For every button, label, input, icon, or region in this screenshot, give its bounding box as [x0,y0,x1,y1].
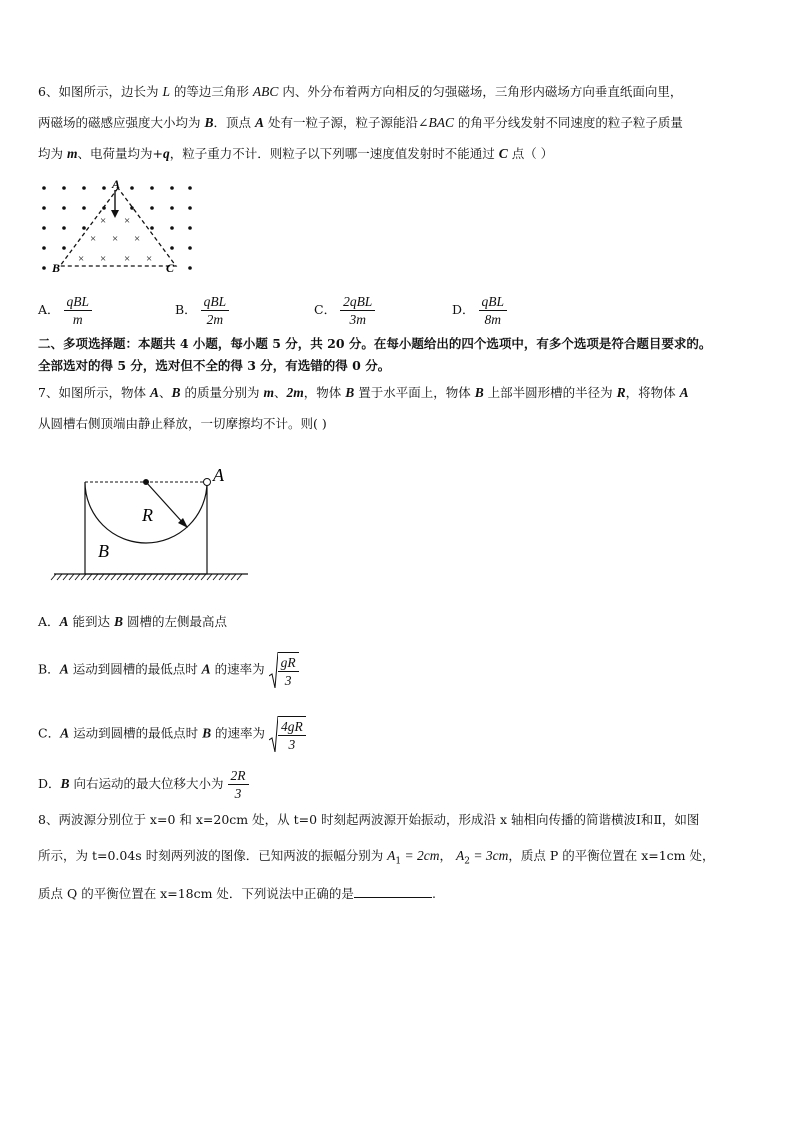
radical-sign [269,652,278,688]
field-dot [42,246,46,250]
q6-option-a[interactable] [38,294,92,327]
field-dot [188,246,192,250]
numerator: 2R [228,768,249,785]
field-dot [62,206,66,210]
numerator: gR [278,655,299,672]
numerator: 2qBL [340,294,375,311]
text: 的质量分别为 [180,385,264,400]
numerator: qBL [479,294,508,311]
q6-option-c[interactable] [314,294,375,327]
text: 两磁场的磁感应强度大小均为 [38,115,205,130]
var-A1: A [387,848,396,863]
var-A: A [201,661,211,677]
q6-figure [38,180,198,280]
field-dot [150,226,154,230]
var-ABC: ABC [252,84,279,99]
field-dot [150,186,154,190]
field-dot [62,226,66,230]
text: ，粒子重力不计．则粒子以下列哪一速度值发射时不能通过 [169,146,499,161]
field-dot [170,226,174,230]
field-dot [150,206,154,210]
field-dot [62,246,66,250]
hatch-line [153,574,158,580]
q6-line-3 [38,146,553,162]
sqrt [269,652,299,688]
text: 的速率为 [210,661,265,677]
hatch-line [51,574,56,580]
section-2-line-2: 全部选对的得 5 分，选对但不全的得 3 分，有选错的得 0 分。 [38,358,391,373]
field-dot [102,186,106,190]
hatch-line [201,574,206,580]
field-cross: × [124,215,131,227]
denominator: 3m [349,312,366,327]
field-dot [170,206,174,210]
var-L: L [162,84,170,99]
field-cross: × [146,253,153,265]
var-A: A [679,385,689,400]
label-B: B [98,541,109,561]
sqrt [269,716,306,752]
hatch-line [141,574,146,580]
section-2-line-1: 二、多项选择题：本题共 4 小题，每小题 5 分，共 20 分。在每小题给出的四个选项中，有多个选项是符合题目要求的。 [38,336,712,351]
option-letter: B． [175,302,197,317]
hatch-line [117,574,122,580]
denominator: 3 [234,786,242,801]
text: 能到达 [72,614,115,629]
text: ，质点 P 的平衡位置在 x=1cm 处， [508,848,715,863]
var-m: m [263,385,274,400]
text: 质点 Q 的平衡位置在 x=18cm 处．下列说法中正确的是 [38,886,354,901]
hatch-line [225,574,230,580]
text: 的等边三角形 [169,84,253,99]
denominator: 3 [288,737,296,752]
var-B: B [474,385,484,400]
hatch-line [207,574,212,580]
var-B: B [345,385,355,400]
field-cross: × [90,233,97,245]
field-dot [42,266,46,270]
field-dot [62,186,66,190]
fraction [278,719,306,752]
option-letter: A． [38,302,60,317]
hatch-line [75,574,80,580]
hatch-line [171,574,176,580]
var-C: C [498,146,508,161]
hatch-line [219,574,224,580]
text: 置于水平面上，物体 [354,385,475,400]
q6-line-2 [38,115,683,131]
text: 内、外分布着两方向相反的匀强磁场，三角形内磁场方向垂直纸面向里， [278,84,683,99]
hatch-line [237,574,242,580]
numerator: qBL [64,294,93,311]
field-dot [188,206,192,210]
field-dot [188,186,192,190]
option-letter: D． [452,302,475,317]
denominator: m [72,312,83,327]
hatch-line [165,574,170,580]
q6-option-b[interactable] [175,294,229,327]
amplitude-2: = 3cm [470,848,509,863]
hatch-line [195,574,200,580]
option-letter: B． [38,661,60,677]
q7-option-b[interactable] [38,652,299,688]
option-letter: A． [38,614,60,629]
option-letter: C． [314,302,337,317]
var-B: B [114,614,124,629]
q7-option-a[interactable] [38,614,227,630]
field-cross: × [134,233,141,245]
label-B: B [52,261,61,275]
text: 所示，为 t=0.04s 时刻两列波的图像．已知两波的振幅分别为 [38,848,388,863]
q8-line-3 [38,885,436,902]
field-cross: × [124,253,131,265]
q7-option-c[interactable] [38,716,306,752]
fraction [278,655,299,688]
q7-figure [50,464,250,582]
hatch-line [159,574,164,580]
subscript: 1 [395,856,402,867]
radical-sign [269,716,278,752]
fraction [201,294,230,327]
hatch-line [135,574,140,580]
label-A: A [112,180,121,191]
hatch-line [93,574,98,580]
var-A: A [149,385,159,400]
hatch-line [81,574,86,580]
hatch-line [111,574,116,580]
text: 的速率为 [211,725,266,741]
var-BAC: BAC [428,115,454,130]
hatch-line [57,574,62,580]
var-B: B [204,115,214,130]
var-A: A [59,614,69,629]
text: 运动到圆槽的最低点时 [72,661,202,677]
field-dot [188,266,192,270]
hatch-line [231,574,236,580]
denominator: 2m [206,312,224,327]
field-cross: × [112,233,119,245]
text: 、电荷量均为+ [77,146,163,161]
field-dot [188,226,192,230]
numerator: qBL [201,294,230,311]
arrow-head [111,210,119,218]
q7-line-2: 从圆槽右侧顶端由静止释放，一切摩擦均不计。则( ) [38,416,327,431]
subscript: 2 [464,856,470,867]
hatch-line [123,574,128,580]
hatch-line [105,574,110,580]
var-B: B [60,776,70,791]
hatch-line [63,574,68,580]
hatch-line [147,574,152,580]
amplitude-1: = 2cm [401,848,440,863]
option-letter: C． [38,725,61,741]
hatch-line [189,574,194,580]
var-A: A [60,725,70,741]
hatch-line [213,574,218,580]
hatch-line [183,574,188,580]
field-dot [42,226,46,230]
text: . [431,886,436,901]
field-dot [82,226,86,230]
var-A: A [254,115,264,130]
q8-line-2 [38,848,715,870]
var-B: B [202,725,212,741]
fraction [64,294,93,327]
inner-field-crosses [78,215,152,265]
text: 、 [158,385,172,400]
q6-line-1 [38,84,682,100]
text: ．顶点 [213,115,255,130]
ground-hatch [51,574,242,580]
field-cross: × [100,253,107,265]
text: 向右运动的最大位移大小为 [73,776,224,791]
option-letter: D． [38,776,61,791]
var-B: B [171,385,181,400]
label-C: C [166,261,175,275]
field-dot [42,186,46,190]
text: 上部半圆形槽的半径为 [483,385,617,400]
object-a [204,479,211,486]
q6-option-d[interactable] [452,294,507,327]
fraction [340,294,375,327]
text: ，将物体 [625,385,680,400]
label-R: R [142,505,153,525]
hatch-line [69,574,74,580]
var-m: m [66,146,78,161]
var-A: A [59,661,69,677]
q8-line-1: 8、两波源分别位于 x=0 和 x=20cm 处，从 t=0 时刻起两波源开始振动，形成沿 x 轴相向传播的简谐横波Ⅰ和Ⅱ，如图 [38,812,700,827]
fraction [479,294,508,327]
var-2m: 2m [286,385,304,400]
denominator: 3 [284,673,292,688]
q7-option-d[interactable] [38,768,249,801]
field-dot [170,246,174,250]
field-cross: × [100,215,107,227]
field-dot [82,206,86,210]
numerator: 4gR [278,719,306,736]
var-R: R [616,385,626,400]
text: 、 [273,385,287,400]
hatch-line [177,574,182,580]
text: 运动到圆槽的最低点时 [73,725,203,741]
text: 圆槽的左侧最高点 [123,614,228,629]
field-dot [82,186,86,190]
text: 处有一粒子源，粒子源能沿∠ [264,115,429,130]
field-dot [42,206,46,210]
text: ，物体 [303,385,346,400]
denominator: 8m [484,312,502,327]
text: 均为 [38,146,67,161]
text: 7、如图所示，物体 [38,385,150,400]
q7-line-1 [38,385,689,401]
text: 的角平分线发射不同速度的粒子粒子质量 [453,115,683,130]
text: 6、如图所示，边长为 [38,84,163,99]
answer-blank[interactable] [354,885,432,898]
var-A2: A [456,848,465,863]
hatch-line [87,574,92,580]
field-cross: × [78,253,85,265]
field-dot [130,186,134,190]
fraction [228,768,249,801]
var-q: q [162,146,170,161]
text: 点（ ） [507,146,554,161]
field-dot [170,186,174,190]
label-A: A [213,465,224,485]
text: ， [439,848,453,863]
hatch-line [129,574,134,580]
hatch-line [99,574,104,580]
